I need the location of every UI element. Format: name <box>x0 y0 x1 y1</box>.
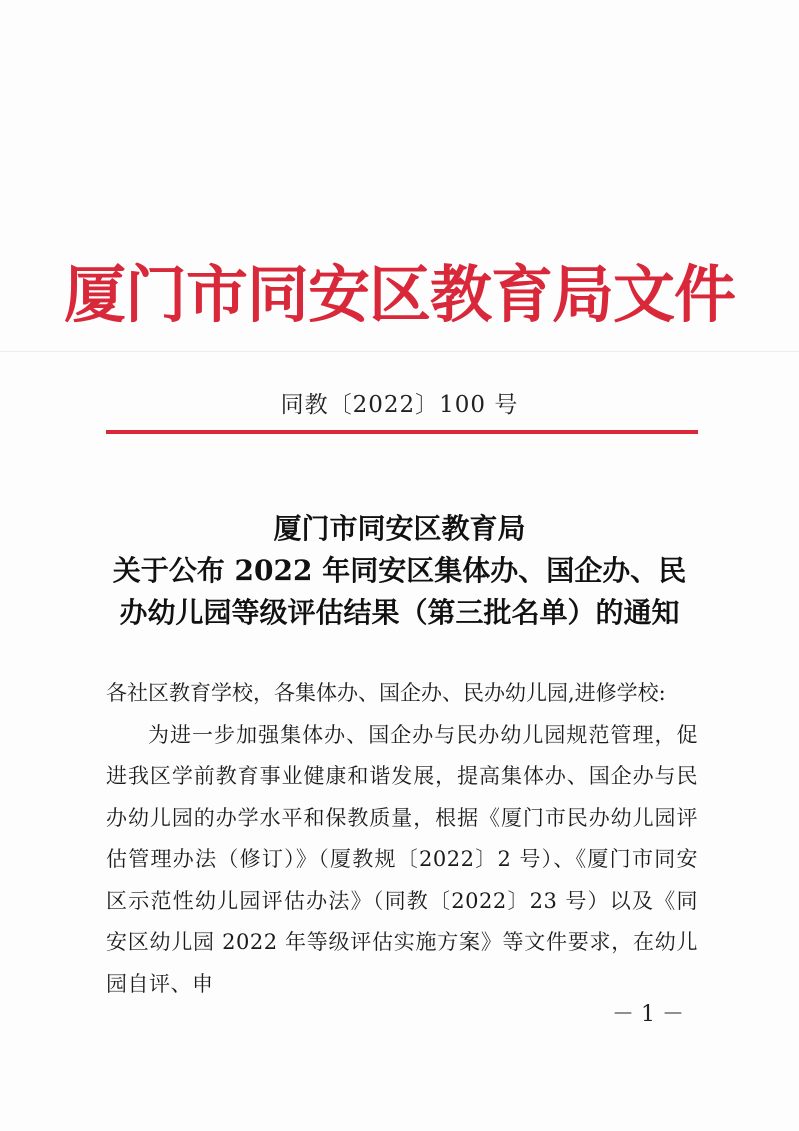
document-masthead: 厦门市同安区教育局文件 <box>63 258 735 331</box>
title-line-2: 关于公布 2022 年同安区集体办、国企办、民 <box>112 554 687 587</box>
notice-title <box>0 508 799 634</box>
red-divider-line <box>106 430 698 434</box>
salutation: 各社区教育学校，各集体办、国企办、民办幼儿园,进修学校: <box>106 681 666 705</box>
notice-body <box>106 673 698 1005</box>
title-line-1: 厦门市同安区教育局 <box>273 512 526 545</box>
body-paragraph: 为进一步加强集体办、国企办与民办幼儿园规范管理，促进我区学前教育事业健康和谐发展，提高集体办、国企办与民办幼儿园的办学水平和保教质量，根据《厦门市民办幼儿园评估管理办法（修订）》（厦教规〔2022〕2 号）、《厦门市同安区示范性幼儿园评估办法》（同教〔2022〕23 号）以及《同安区幼儿园 2022 年等级评估实施方案》等文件要求，在幼儿园自评、申 <box>106 722 698 996</box>
document-number: 同教〔2022〕100 号 <box>280 392 519 418</box>
scan-fold-line <box>0 351 799 352</box>
page-number: － 1 － <box>612 1002 684 1027</box>
title-line-3: 办幼儿园等级评估结果（第三批名单）的通知 <box>119 596 680 629</box>
